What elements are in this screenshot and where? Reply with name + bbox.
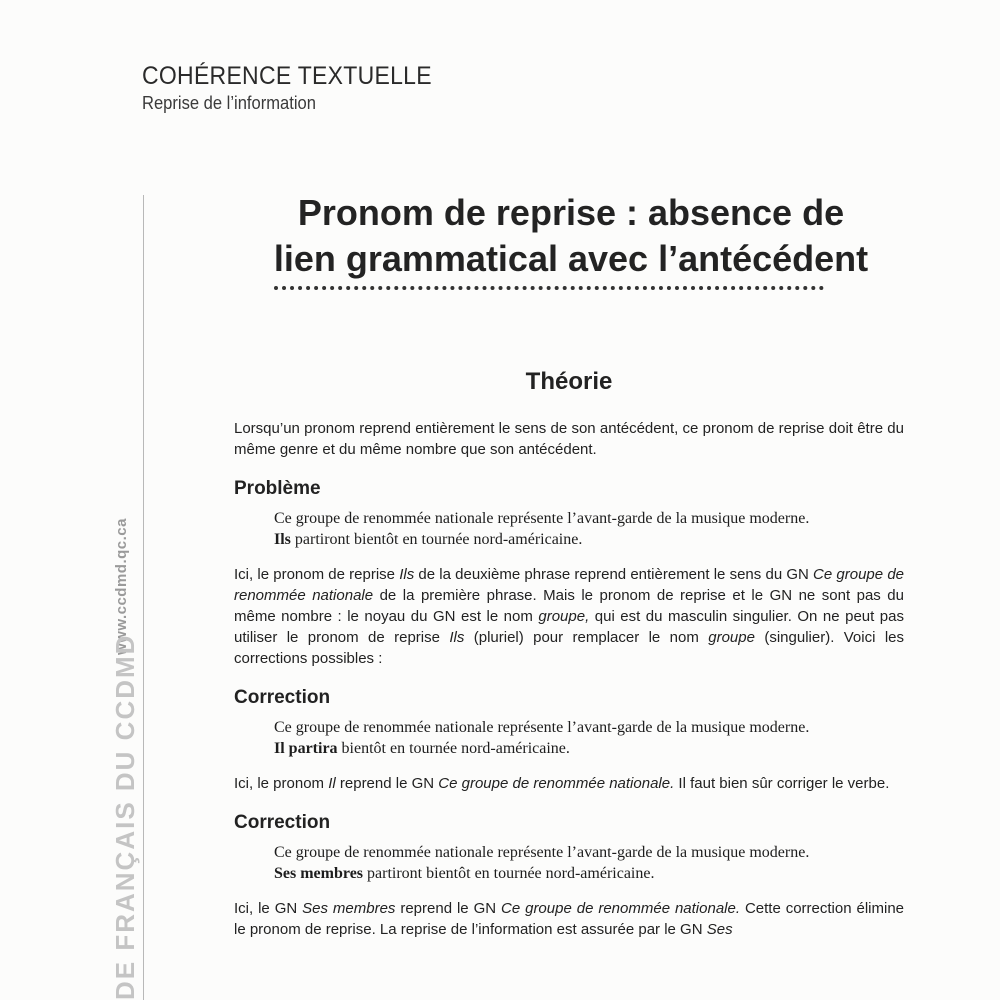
- example-highlight: Il partira: [274, 740, 338, 757]
- text-run: reprend le GN: [395, 900, 501, 917]
- correction-2-explanation: [234, 898, 904, 940]
- example-line: [274, 863, 904, 884]
- italic-run: Ce groupe de renommée nationale.: [438, 775, 675, 792]
- example-highlight: Ses membres: [274, 865, 364, 882]
- text-run: Il faut bien sûr corriger le verbe.: [674, 775, 890, 792]
- text-run: Ici, le pronom: [234, 775, 329, 792]
- example-line: [274, 529, 904, 550]
- text-run: de la première phrase. Mais le pronom de reprise et le GN ne sont pas du même nombre : le noyau du GN est le nom: [234, 587, 904, 625]
- text-run: de la deuxième phrase reprend entièrement le sens du GN: [414, 566, 814, 583]
- text-run: qui est du masculin singulier. On ne peut pas utiliser le pronom de reprise: [234, 608, 904, 646]
- italic-run: Il: [328, 775, 336, 792]
- text-run: (singulier). Voici les corrections possibles :: [234, 629, 904, 667]
- example-text: partiront bientôt en tournée nord-américaine.: [290, 531, 583, 548]
- text-run: reprend le GN: [335, 775, 439, 792]
- main-content: [234, 368, 904, 956]
- correction-2-example: [274, 842, 904, 884]
- title-dotted-divider: [274, 286, 824, 290]
- example-line: [274, 738, 904, 759]
- example-line: Ce groupe de renommée nationale représente l’avant-garde de la musique moderne.: [274, 510, 810, 527]
- correction-1-explanation: [234, 773, 904, 794]
- italic-run: Ce groupe de renommée nationale: [234, 566, 904, 604]
- probleme-explanation: [234, 564, 904, 669]
- example-line: Ce groupe de renommée nationale représente l’avant-garde de la musique moderne.: [274, 844, 810, 861]
- page-title: [240, 190, 902, 282]
- text-run: Ici, le pronom de reprise: [234, 566, 400, 583]
- text-run: (pluriel) pour remplacer le nom: [464, 629, 709, 646]
- page-title-line-1: Pronom de reprise : absence de: [297, 192, 845, 233]
- example-text: partiront bientôt en tournée nord-américaine.: [363, 865, 655, 882]
- italic-run: Ils: [399, 566, 415, 583]
- correction-1-example: [274, 717, 904, 759]
- italic-run: groupe: [708, 629, 755, 646]
- example-text: bientôt en tournée nord-américaine.: [337, 740, 570, 757]
- section-title: Théorie: [525, 368, 613, 395]
- page-header: [142, 62, 457, 114]
- page-title-line-2: lien grammatical avec l’antécédent: [273, 238, 869, 279]
- italic-run: Ses: [706, 921, 733, 938]
- sidebar-url: www.ccdmd.qc.ca: [113, 518, 130, 655]
- example-line: Ce groupe de renommée nationale représente l’avant-garde de la musique moderne.: [274, 719, 810, 736]
- category-subtitle: Reprise de l’information: [142, 93, 316, 113]
- italic-run: Ils: [449, 629, 465, 646]
- example-highlight: Ils: [274, 531, 291, 548]
- correction-2-heading: Correction: [234, 812, 331, 833]
- italic-run: Ce groupe de renommée nationale.: [501, 900, 741, 917]
- probleme-example: [274, 508, 904, 550]
- italic-run: Ses membres: [302, 900, 396, 917]
- sidebar-divider: [143, 195, 144, 1000]
- intro-paragraph: Lorsqu’un pronom reprend entièrement le sens de son antécédent, ce pronom de reprise doit être du même genre et du même nombre que son antécédent.: [234, 420, 904, 458]
- italic-run: groupe,: [538, 608, 590, 625]
- text-run: Ici, le GN: [234, 900, 303, 917]
- category-title: COHÉRENCE TEXTUELLE: [142, 62, 432, 90]
- correction-1-heading: Correction: [234, 687, 331, 708]
- text-run: Cette correction élimine le pronom de reprise. La reprise de l’information est assurée par le GN: [234, 900, 905, 938]
- sidebar-brand: DE FRANÇAIS DU CCDMD: [110, 633, 140, 1000]
- probleme-heading: Problème: [234, 478, 321, 499]
